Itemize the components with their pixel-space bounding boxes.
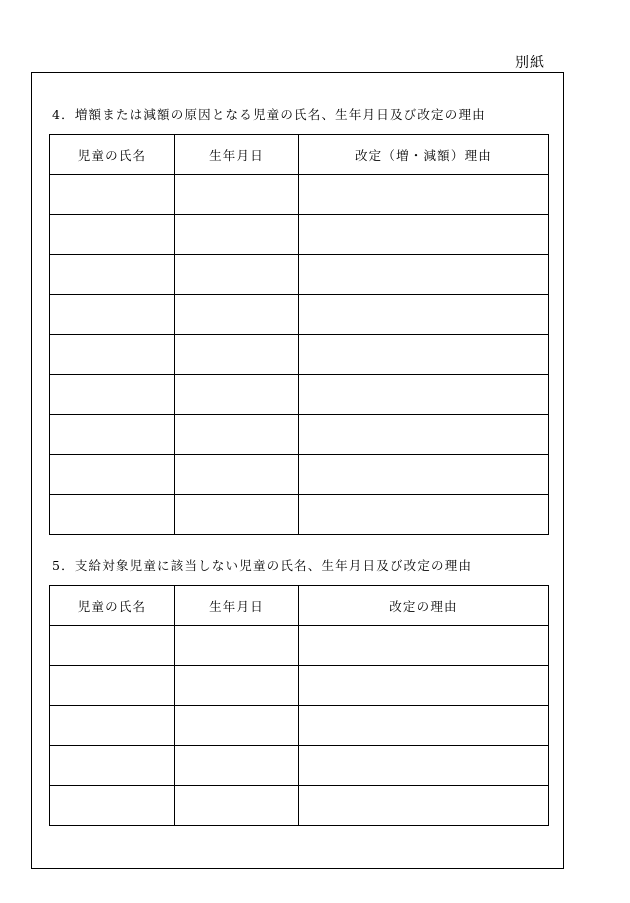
- birthdate-cell[interactable]: [175, 786, 299, 826]
- revision-reason-cell[interactable]: [299, 335, 549, 375]
- table-row: [50, 295, 549, 335]
- child-name-cell[interactable]: [50, 746, 175, 786]
- table-row: [50, 626, 549, 666]
- child-name-cell[interactable]: [50, 495, 175, 535]
- birthdate-cell[interactable]: [175, 455, 299, 495]
- table-row: [50, 415, 549, 455]
- child-name-cell[interactable]: [50, 295, 175, 335]
- section-5-heading: 5．支給対象児童に該当しない児童の氏名、生年月日及び改定の理由: [52, 558, 473, 573]
- annex-label: 別紙: [515, 55, 545, 71]
- child-name-cell[interactable]: [50, 335, 175, 375]
- revision-reason-cell[interactable]: [299, 495, 549, 535]
- revision-reason-cell[interactable]: [299, 415, 549, 455]
- child-name-cell[interactable]: [50, 626, 175, 666]
- birthdate-cell[interactable]: [175, 295, 299, 335]
- revision-reason-cell[interactable]: [299, 175, 549, 215]
- revision-reason-cell[interactable]: [299, 626, 549, 666]
- column-header-child-name: 児童の氏名: [50, 586, 175, 626]
- child-name-cell[interactable]: [50, 375, 175, 415]
- column-header-revision-reason: 改定の理由: [299, 586, 549, 626]
- birthdate-cell[interactable]: [175, 626, 299, 666]
- child-name-cell[interactable]: [50, 255, 175, 295]
- child-name-cell[interactable]: [50, 666, 175, 706]
- section-5-table: [49, 585, 549, 826]
- child-name-cell[interactable]: [50, 706, 175, 746]
- table-row: [50, 746, 549, 786]
- column-header-birthdate: 生年月日: [175, 586, 299, 626]
- section-5-table-body: [50, 626, 549, 826]
- revision-reason-cell[interactable]: [299, 295, 549, 335]
- birthdate-cell[interactable]: [175, 255, 299, 295]
- section-5-header-row: [50, 586, 549, 626]
- table-row: [50, 375, 549, 415]
- birthdate-cell[interactable]: [175, 335, 299, 375]
- birthdate-cell[interactable]: [175, 175, 299, 215]
- revision-reason-cell[interactable]: [299, 455, 549, 495]
- child-name-cell[interactable]: [50, 786, 175, 826]
- section-4-header-row: [50, 135, 549, 175]
- section-4-table: [49, 134, 549, 535]
- birthdate-cell[interactable]: [175, 375, 299, 415]
- table-row: [50, 335, 549, 375]
- child-name-cell[interactable]: [50, 415, 175, 455]
- birthdate-cell[interactable]: [175, 666, 299, 706]
- section-4-table-body: [50, 175, 549, 535]
- column-header-revision-reason: 改定（増・減額）理由: [299, 135, 549, 175]
- table-row: [50, 255, 549, 295]
- table-row: [50, 175, 549, 215]
- child-name-cell[interactable]: [50, 455, 175, 495]
- revision-reason-cell[interactable]: [299, 375, 549, 415]
- section-4-heading: 4．増額または減額の原因となる児童の氏名、生年月日及び改定の理由: [52, 107, 486, 122]
- revision-reason-cell[interactable]: [299, 215, 549, 255]
- child-name-cell[interactable]: [50, 175, 175, 215]
- revision-reason-cell[interactable]: [299, 746, 549, 786]
- column-header-birthdate: 生年月日: [175, 135, 299, 175]
- revision-reason-cell[interactable]: [299, 255, 549, 295]
- table-row: [50, 786, 549, 826]
- table-row: [50, 495, 549, 535]
- birthdate-cell[interactable]: [175, 415, 299, 455]
- birthdate-cell[interactable]: [175, 215, 299, 255]
- revision-reason-cell[interactable]: [299, 706, 549, 746]
- birthdate-cell[interactable]: [175, 706, 299, 746]
- birthdate-cell[interactable]: [175, 746, 299, 786]
- child-name-cell[interactable]: [50, 215, 175, 255]
- table-row: [50, 666, 549, 706]
- revision-reason-cell[interactable]: [299, 666, 549, 706]
- table-row: [50, 706, 549, 746]
- table-row: [50, 215, 549, 255]
- column-header-child-name: 児童の氏名: [50, 135, 175, 175]
- birthdate-cell[interactable]: [175, 495, 299, 535]
- revision-reason-cell[interactable]: [299, 786, 549, 826]
- table-row: [50, 455, 549, 495]
